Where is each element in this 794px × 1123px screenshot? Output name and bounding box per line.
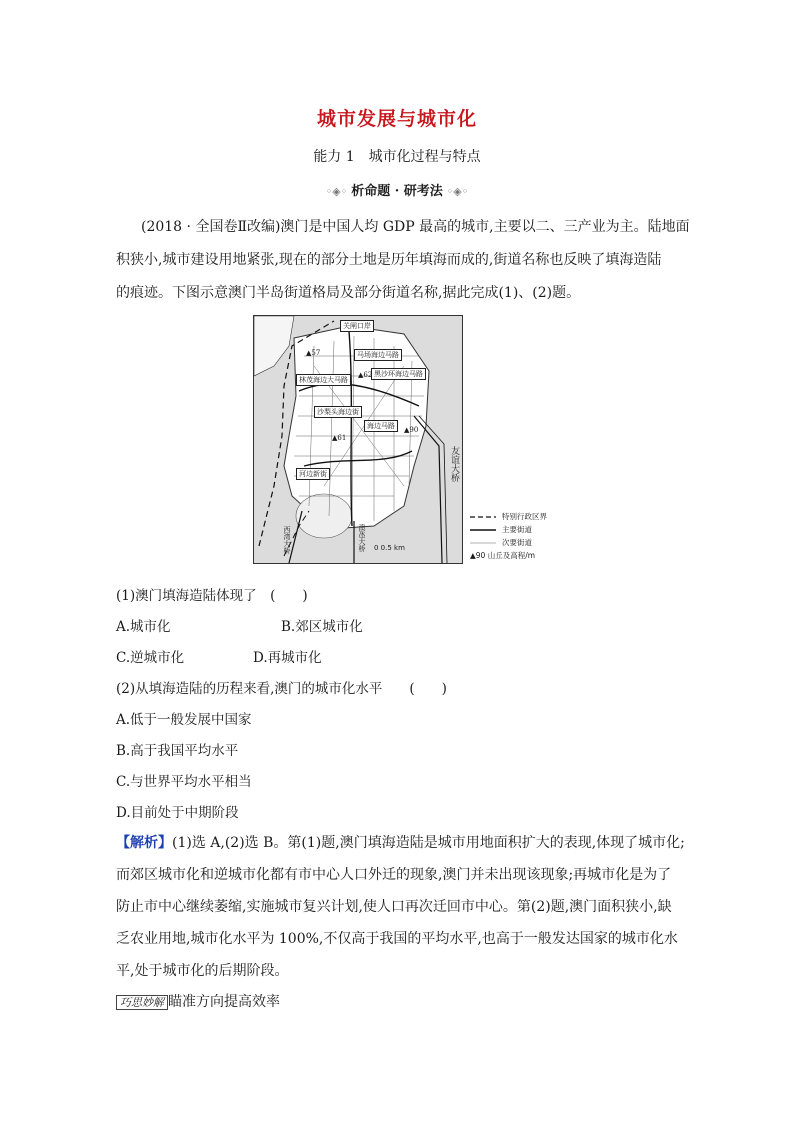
map-label-friendship-bridge: 友谊大桥 — [449, 446, 459, 482]
intro-line-3: 的痕迹。下图示意澳门半岛街道格局及部分街道名称,据此完成(1)、(2)题。 — [116, 285, 581, 301]
q1-option-b: B.郊区城市化 — [281, 619, 363, 635]
analysis-line-1 — [116, 832, 685, 852]
map-label-street-4: 沙梨头海边街 — [314, 406, 362, 418]
legend-item — [470, 549, 547, 562]
map-label-street-6: 河边新街 — [296, 468, 330, 480]
analysis-text: (1)选 A,(2)选 B。第(1)题,澳门填海造陆是城市用地面积扩大的表现,体现了城市化; — [172, 835, 685, 851]
macau-street-map — [253, 315, 463, 564]
banner-right-ornament: ◦◈◦ — [446, 185, 469, 198]
banner-text: 析命题 · 研考法 — [351, 184, 443, 199]
legend-item — [470, 510, 547, 523]
q1-option-a: A.城市化 — [116, 619, 171, 635]
q2-option-c: C.与世界平均水平相当 — [116, 774, 252, 790]
page-title: 城市发展与城市化 — [316, 108, 477, 130]
analysis-line-2: 而郊区城市化和逆城市化都有市中心人口外迁的现象,澳门并未出现该现象;再城市化是为了 — [116, 867, 672, 883]
q2-option-d: D.目前处于中期阶段 — [116, 805, 239, 821]
legend-item — [470, 536, 547, 549]
tip-row — [116, 991, 280, 1011]
legend-minor-street-symbol — [470, 541, 496, 545]
q2-stem: (2)从填海造陆的历程来看,澳门的城市化水平 ( ) — [116, 681, 447, 697]
tip-text: 瞄准方向提高效率 — [168, 994, 280, 1010]
section-subtitle: 能力 1 城市化过程与特点 — [313, 149, 481, 165]
map-label-street-5: 海边马路 — [364, 420, 398, 432]
map-scale: 0 0.5 km — [374, 544, 405, 552]
section-banner — [0, 180, 794, 199]
map-label-taipa-bridge: 澳氹大桥 — [358, 524, 366, 552]
q1-stem: (1)澳门填海造陆体现了 ( ) — [116, 588, 308, 604]
map-label-street-3: 林茂海边大马路 — [296, 374, 351, 386]
legend-label: 特别行政区界 — [502, 512, 547, 521]
intro-line-1: (2018 · 全国卷Ⅱ改编)澳门是中国人均 GDP 最高的城市,主要以二、三产业为主。陆地面 — [141, 219, 690, 235]
legend-item — [470, 523, 547, 536]
map-legend — [470, 510, 547, 562]
q1-option-c: C.逆城市化 — [116, 650, 185, 666]
map-label-west-bridge: 西湾大桥 — [283, 526, 291, 554]
q2-option-a: A.低于一般发展中国家 — [116, 712, 252, 728]
tip-badge: 巧思妙解 — [116, 995, 168, 1010]
peak-marker: ▲57 — [306, 349, 321, 357]
map-label-border-gate: 关闸口岸 — [340, 320, 374, 332]
analysis-line-5: 平,处于城市化的后期阶段。 — [116, 963, 289, 979]
map-label-street-2: 黑沙环海边马路 — [371, 368, 426, 380]
legend-label: 主要街道 — [502, 525, 532, 534]
q1-option-d: D.再城市化 — [253, 650, 322, 666]
analysis-line-4: 乏农业用地,城市化水平为 100%,不仅高于我国的平均水平,也高于一般发达国家的城市化水 — [116, 931, 678, 947]
legend-label: ▲90 山丘及高程/m — [470, 551, 536, 560]
peak-marker: ▲62 — [358, 371, 373, 379]
peak-marker: ▲90 — [404, 426, 419, 434]
q2-option-b: B.高于我国平均水平 — [116, 743, 239, 759]
legend-label: 次要街道 — [502, 538, 532, 547]
analysis-line-3: 防止市中心继续萎缩,实施城市复兴计划,使人口再次迁回市中心。第(2)题,澳门面积狭小,缺 — [116, 899, 672, 915]
legend-main-street-symbol — [470, 528, 496, 532]
banner-left-ornament: ◦◈◦ — [325, 185, 348, 198]
intro-line-2: 积狭小,城市建设用地紧张,现在的部分土地是历年填海而成的,街道名称也反映了填海造陆 — [116, 252, 662, 268]
peak-marker: ▲61 — [332, 434, 347, 442]
map-label-street-1: 马场海边马路 — [354, 349, 402, 361]
analysis-tag: 【解析】 — [116, 835, 172, 851]
legend-boundary-symbol — [470, 515, 496, 519]
